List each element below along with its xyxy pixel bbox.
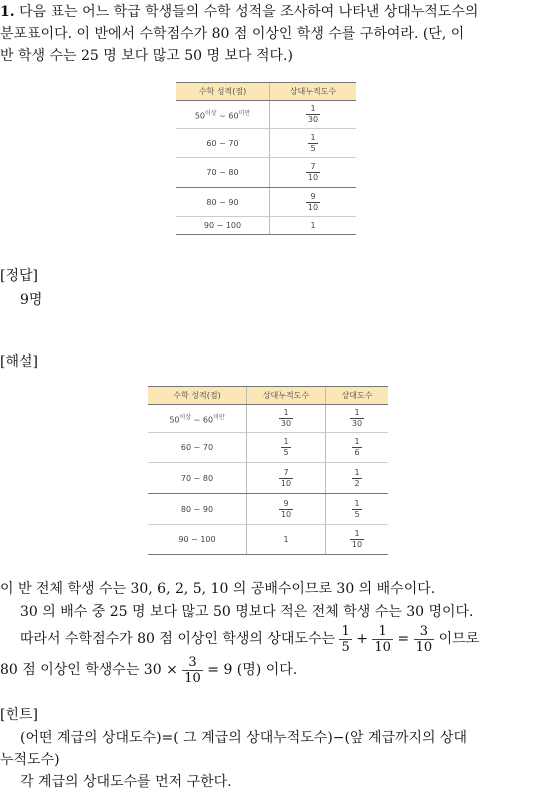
fraction: $\frac{9}{10}$ <box>307 191 319 212</box>
fraction: $\frac{1}{30}$ <box>280 408 292 428</box>
table2-header-cumulative: 상대누적도수 <box>247 387 326 405</box>
table2-header-relative: 상대도수 <box>326 387 389 405</box>
table2-header-score: 수학 성적(점) <box>148 387 247 405</box>
table1-range: $50^{이상}$ ~ $60^{미만}$ <box>176 101 270 129</box>
solution-line-3: 따라서 수학점수가 80 점 이상인 학생의 상대도수는 $\frac{1}{5}$ + $\frac{1}{10}$ = $\frac{3}{10}$ 이므로 <box>20 623 480 655</box>
fraction: $\frac{1}{6}$ <box>354 437 360 457</box>
fraction: $\frac{1}{5}$ <box>354 498 360 519</box>
hint-line-3: 각 계급의 상대도수를 먼저 구한다. <box>20 774 232 790</box>
table2-range: 80 ~ 90 <box>148 494 247 525</box>
table2-range: $50^{이상}$ ~ $60^{미만}$ <box>148 405 247 433</box>
explanation-label: [해설] <box>0 354 38 370</box>
table1-range: 80 ~ 90 <box>176 188 270 217</box>
table1-header-cumulative: 상대누적도수 <box>270 83 357 101</box>
table2-range: 70 ~ 80 <box>148 463 247 494</box>
fraction: $\frac{1}{10}$ <box>351 529 363 549</box>
fraction: $\frac{7}{10}$ <box>280 467 292 488</box>
table2-range: 90 ~ 100 <box>148 525 247 555</box>
answer-label: [정답] <box>0 268 38 284</box>
fraction: $\frac{1}{10}$ <box>374 623 391 655</box>
answer-value: 9명 <box>20 292 43 308</box>
table2-cum-whole: 1 <box>247 525 326 555</box>
fraction: $\frac{3}{10}$ <box>415 623 433 655</box>
relative-frequency-table <box>148 386 388 555</box>
hint-label: [힌트] <box>0 707 38 723</box>
table2-range: 60 ~ 70 <box>148 433 247 463</box>
fraction: $\frac{7}{10}$ <box>307 162 319 182</box>
hint-line-2: 누적도수) <box>0 752 60 768</box>
solution-line-1: 이 반 전체 학생 수는 30, 6, 2, 5, 10 의 공배수이므로 30 의 배수이다. <box>0 581 436 597</box>
problem-line-2: 분포표이다. 이 반에서 수학점수가 80 점 이상인 학생 수를 구하여라. (단, 이 <box>0 26 465 42</box>
table1-range: 70 ~ 80 <box>176 158 270 188</box>
cumulative-frequency-table <box>176 82 356 235</box>
problem-number: 1. <box>0 4 15 20</box>
fraction: $\frac{1}{2}$ <box>354 467 360 488</box>
table1-header-score: 수학 성적(점) <box>176 83 270 101</box>
solution-line-4: 80 점 이상인 학생수는 30 × $\frac{3}{10}$ = 9 (명) 이다. <box>0 654 298 686</box>
solution-line-2: 30 의 배수 중 25 명 보다 많고 50 명보다 적은 전체 학생 수는 30 명이다. <box>20 604 474 620</box>
table1-cum-whole: 1 <box>270 217 357 235</box>
problem-line-3: 반 학생 수는 25 명 보다 많고 50 명 보다 적다.) <box>0 48 293 64</box>
fraction: $\frac{1}{30}$ <box>307 104 319 124</box>
fraction: $\frac{3}{10}$ <box>184 654 201 686</box>
fraction: $\frac{1}{5}$ <box>283 437 289 457</box>
hint-line-1: (어떤 계급의 상대도수)=( 그 계급의 상대누적도수)−(앞 계급까지의 상대 <box>20 730 468 746</box>
fraction: $\frac{9}{10}$ <box>280 498 292 519</box>
table1-range: 60 ~ 70 <box>176 129 270 158</box>
fraction: $\frac{1}{5}$ <box>310 132 316 153</box>
table1-range: 90 ~ 100 <box>176 217 270 235</box>
fraction: $\frac{1}{30}$ <box>351 408 363 428</box>
problem-line-1: 1. 다음 표는 어느 학급 학생들의 수학 성적을 조사하여 나타낸 상대누적도수의 <box>0 4 479 20</box>
fraction: $\frac{1}{5}$ <box>341 623 350 655</box>
